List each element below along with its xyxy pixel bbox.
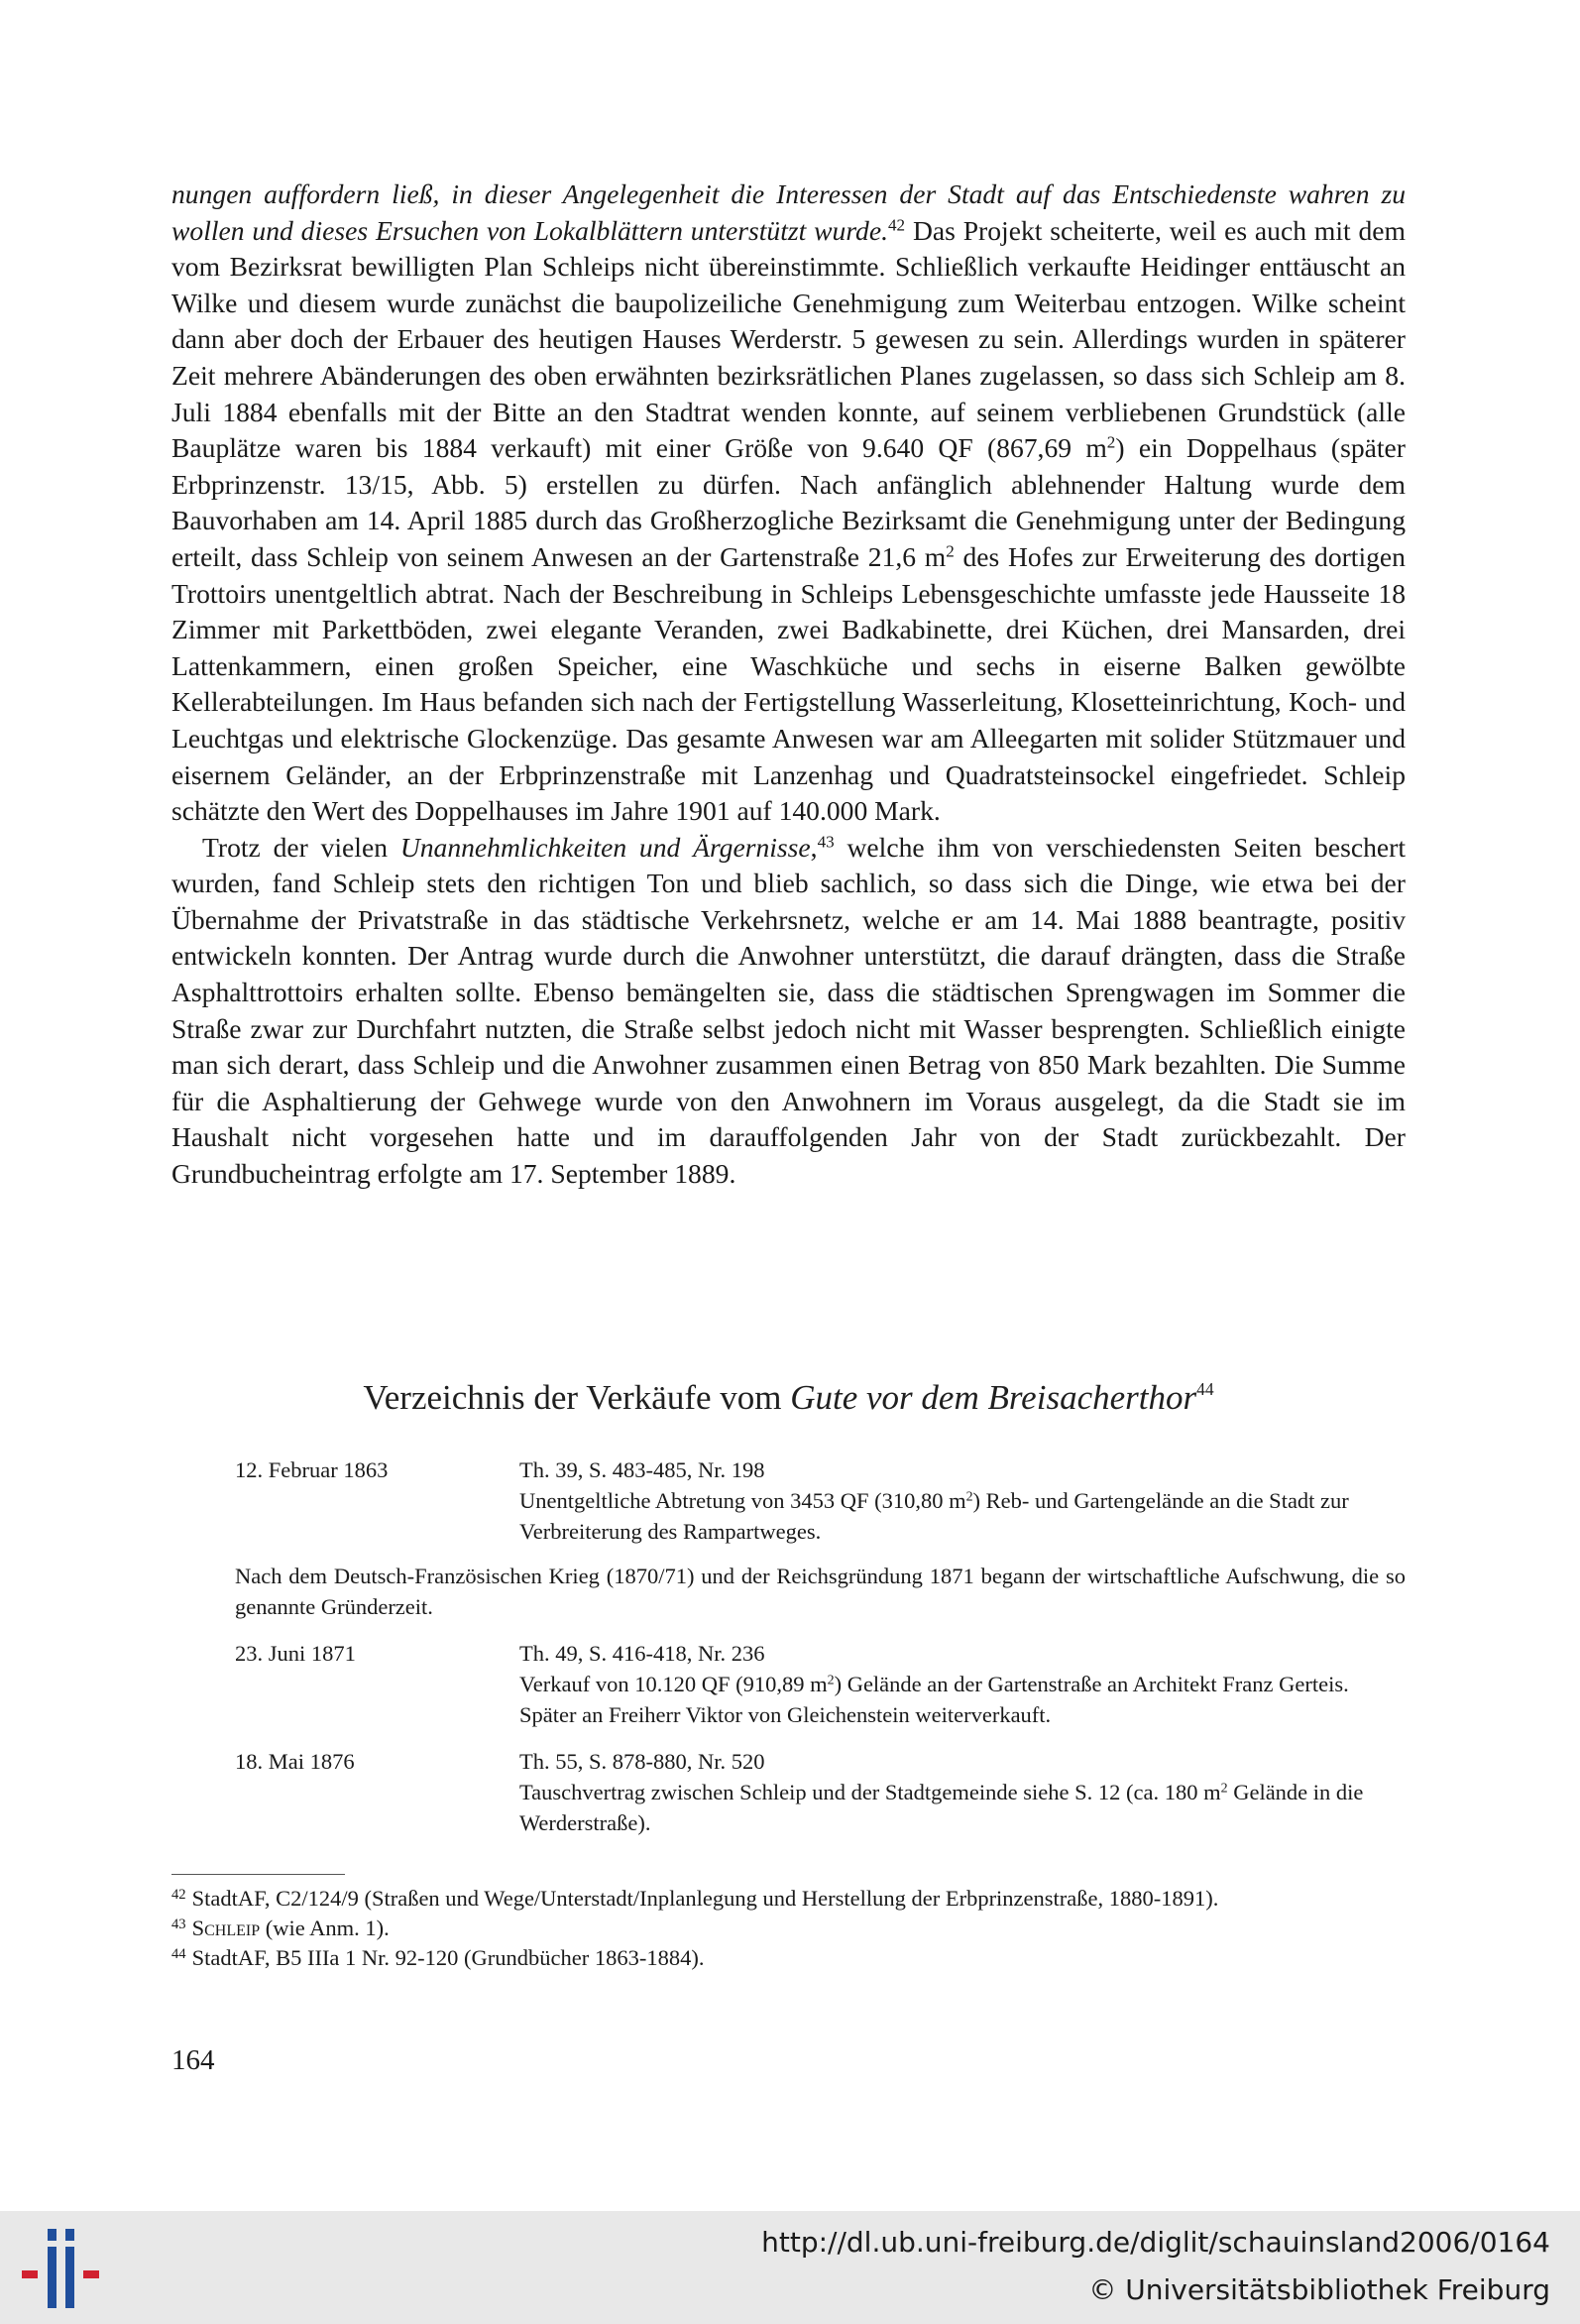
footer-copyright: © Universitätsbibliothek Freiburg [1088, 2273, 1550, 2306]
paragraph-text: des Hofes zur Erweiterung des dortigen Trottoirs unentgeltlich abtrat. Nach der Beschreibung in Schleips Lebensgeschichte umfasste jede Hausseite 18 Zimmer mit Parkettböden, zwei elegante Veranden, zwei Badkabinette, drei Küchen, drei Mansarden, drei Lattenkammern, einen großen Speicher, eine Waschküche und sechs in eiserne Balken gewölbte Kellerabteilungen. Im Haus befanden sich nach der Fertigstellung Wasserleitung, Klosetteinrichtung, Koch- und Leuchtgas und elektrische Glockenzüge. Das gesamte Anwesen war am Alleegarten mit solider Stützmauer und eisernem Geländer, an der Erbprinzenstraße mit Lanzenhag und Quadratsteinsockel eingefriedet. Schleip schätzte den Wert des Doppelhauses im Jahre 1901 auf 140.000 Mark. [171, 540, 1406, 827]
paragraph-2 [171, 830, 1406, 1193]
section-title [171, 1376, 1406, 1420]
sale-reference: Th. 39, S. 483-485, Nr. 198 [519, 1457, 765, 1482]
superscript: 2 [965, 1489, 973, 1505]
footnote-text: (wie Anm. 1). [260, 1916, 390, 1940]
footnote-44 [171, 1943, 1406, 1973]
footnote-ref-44[interactable]: 44 [1196, 1379, 1214, 1399]
superscript: 2 [946, 541, 955, 561]
section-title-text: Verzeichnis der Verkäufe vom [363, 1378, 791, 1417]
footnote-number: 44 [171, 1945, 186, 1962]
paragraph-text: Trotz der vielen [202, 831, 400, 863]
ub-freiburg-logo-icon[interactable] [20, 2225, 101, 2312]
footer-bar [0, 2211, 1580, 2324]
page-number: 164 [171, 2044, 215, 2076]
quoted-text: nungen auffordern ließ, in dieser Angelegenheit die Interessen der Stadt auf das Entschiedenste wahren zu wollen und dieses Ersuchen von Lokalblättern unterstützt wurde. [171, 178, 1406, 246]
sale-text: Unentgeltliche Abtretung von 3453 QF (310,80 m [519, 1488, 966, 1513]
paragraph-text: Das Projekt scheiterte, weil es auch mit dem vom Bezirksrat bewilligten Plan Schleips nicht übereinstimmte. Schließlich verkaufte Heidinger enttäuscht an Wilke und diesem wurde zunächst die baupolizeiliche Genehmigung zum Weiterbau entzogen. Wilke scheint dann aber doch der Erbauer des heutigen Hauses Werderstr. 5 gewesen zu sein. Allerdings wurden in späterer Zeit mehrere Abänderungen des oben erwähnten bezirksrätlichen Planes zugelassen, so dass sich Schleip am 8. Juli 1884 ebenfalls mit der Bitte an den Stadtrat wenden konnte, auf seinem verbliebenen Grundstück (alle Bauplätze waren bis 1884 verkauft) mit einer Größe von 9.640 QF (867,69 m [171, 214, 1407, 464]
section-title-italic: Gute vor dem Breisacherthor [790, 1378, 1197, 1417]
sale-date: 12. Februar 1863 [235, 1457, 389, 1482]
footnote-text: StadtAF, C2/124/9 (Straßen und Wege/Unterstadt/Inplanlegung und Herstellung der Erbprinzenstraße, 1880-1891). [191, 1886, 1219, 1911]
sale-body [519, 1454, 1406, 1547]
sale-text: Verkauf von 10.120 QF (910,89 m [519, 1672, 828, 1696]
paragraph-text: ) ein Doppelhaus (später Erbprinzenstr. 13/15, Abb. 5) erstellen zu dürfen. Nach anfänglich ablehnender Haltung wurde dem Bauvorhaben am 14. April 1885 durch das Großherzogliche Bezirksamt die Genehmigung unter der Bedingung erteilt, dass Schleip von seinem Anwesen an der Gartenstraße 21,6 m [171, 432, 1406, 572]
sale-reference: Th. 55, S. 878-880, Nr. 520 [519, 1749, 765, 1774]
footnote-divider [171, 1874, 345, 1875]
sale-description [519, 1777, 1406, 1838]
footnotes [171, 1884, 1406, 1973]
footnote-author: Schleip [191, 1916, 261, 1940]
sale-text: ) Reb- und Gartengelände an die Stadt zur Verbreiterung des Rampartweges. [519, 1488, 1349, 1544]
footnote-42 [171, 1884, 1406, 1914]
footnote-number: 42 [171, 1886, 186, 1903]
sale-reference: Th. 49, S. 416-418, Nr. 236 [519, 1641, 765, 1666]
superscript: 2 [1106, 432, 1116, 452]
sale-entry [235, 1454, 1406, 1547]
sale-text: Tauschvertrag zwischen Schleip und der Stadtgemeinde siehe S. 12 (ca. 180 m [519, 1780, 1221, 1804]
sale-body [519, 1746, 1406, 1838]
sale-text: Gelände in die Werderstraße). [519, 1780, 1364, 1835]
footnote-ref-42[interactable]: 42 [888, 215, 906, 235]
superscript: 2 [827, 1673, 835, 1688]
footer-url-link[interactable]: http://dl.ub.uni-freiburg.de/diglit/schauinsland2006/0164 [761, 2226, 1550, 2259]
sale-date: 18. Mai 1876 [235, 1749, 355, 1774]
paragraph-text: welche ihm von verschiedensten Seiten beschert wurden, fand Schleip stets den richtigen Ton und blieb sachlich, so dass sich die Dinge, wie etwa bei der Übernahme der Privatstraße in das städtische Verkehrsnetz, welche er am 14. Mai 1888 beantragte, positiv entwickeln konnten. Der Antrag wurde durch die Anwohner unterstützt, die darauf drängten, dass die Straße Asphalttrottoirs erhalten sollte. Ebenso bemängelten sie, dass die städtischen Sprengwagen im Sommer die Straße zwar zur Durchfahrt nutzten, die Straße selbst jedoch nicht mit Wasser besprengten. Schließlich einigte man sich derart, dass Schleip und die Anwohner zusammen einen Betrag von 850 Mark bezahlten. Die Summe für die Asphaltierung der Gehwege wurde von den Anwohnern im Voraus ausgelegt, da die Stadt sie im Haushalt nicht vorgesehen hatte und im darauffolgenden Jahr von der Stadt zurückbezahlt. Der Grundbucheintrag erfolgte am 17. September 1889. [171, 831, 1406, 1190]
sale-entry [235, 1746, 1406, 1838]
sales-paragraph: Nach dem Deutsch-Französischen Krieg (1870/71) und der Reichsgründung 1871 begann der wirtschaftliche Aufschwung, die so genannte Gründerzeit. [235, 1564, 1406, 1619]
sale-entry [235, 1638, 1406, 1730]
sale-date: 23. Juni 1871 [235, 1641, 356, 1666]
paragraph-text: , [810, 831, 818, 863]
sale-description [519, 1485, 1406, 1547]
paragraph-1 [171, 176, 1406, 830]
sale-body [519, 1638, 1406, 1730]
footnote-ref-43[interactable]: 43 [817, 832, 835, 852]
footnote-number: 43 [171, 1916, 186, 1932]
body-text [171, 176, 1406, 1193]
sale-description [519, 1669, 1406, 1730]
superscript: 2 [1220, 1781, 1228, 1797]
footnote-text: StadtAF, B5 IIIa 1 Nr. 92-120 (Grundbücher 1863-1884). [191, 1945, 705, 1970]
sales-list [235, 1454, 1406, 1838]
quoted-text: Unannehmlichkeiten und Ärgernisse [399, 831, 811, 863]
sale-text: ) Gelände an der Gartenstraße an Architekt Franz Gerteis. Später an Freiherr Viktor von Gleichenstein weiterverkauft. [519, 1672, 1349, 1727]
footnote-43 [171, 1914, 1406, 1943]
